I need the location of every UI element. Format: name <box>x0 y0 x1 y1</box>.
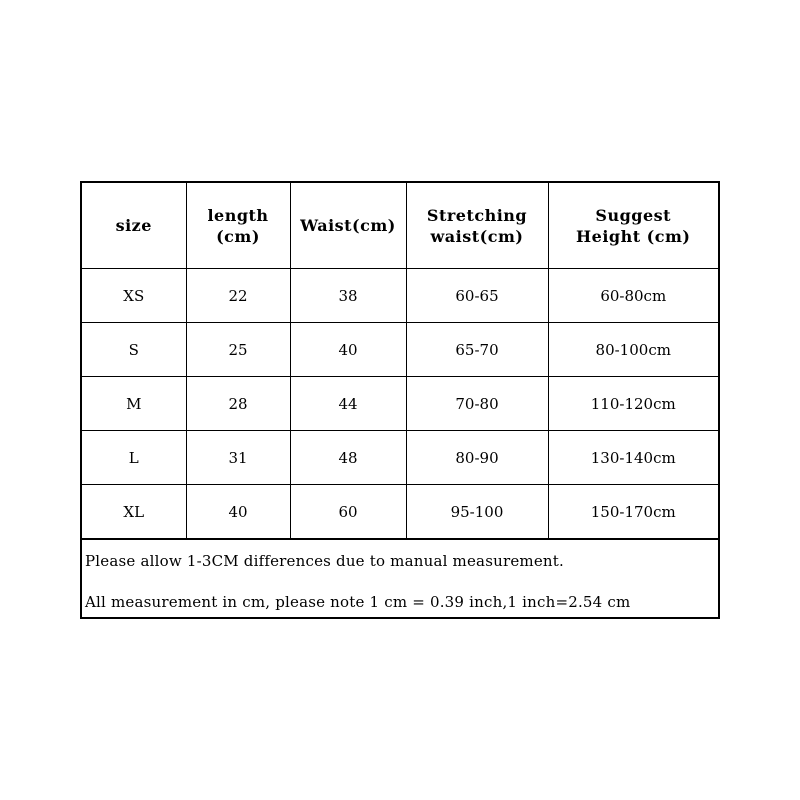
header-waist-text: Waist(cm) <box>300 216 396 235</box>
table-row <box>82 485 718 539</box>
cell-stretching-waist: 70-80 <box>406 377 548 431</box>
cell-waist: 44 <box>290 377 406 431</box>
header-stretching-line-2: waist(cm) <box>430 226 524 246</box>
cell-suggest-height: 60-80cm <box>548 269 718 323</box>
cell-waist: 38 <box>290 269 406 323</box>
cell-suggest-height: 110-120cm <box>548 377 718 431</box>
header-waist <box>290 183 406 269</box>
note-differences: Please allow 1-3CM differences due to manual measurement. <box>85 552 564 570</box>
size-chart <box>80 181 720 619</box>
header-length-line-2: (cm) <box>216 226 260 246</box>
header-length <box>186 183 290 269</box>
cell-suggest-height: 130-140cm <box>548 431 718 485</box>
cell-size: L <box>82 431 186 485</box>
cell-length: 25 <box>186 323 290 377</box>
cell-waist: 40 <box>290 323 406 377</box>
cell-stretching-waist: 95-100 <box>406 485 548 539</box>
header-height-line-2: Height (cm) <box>576 226 691 246</box>
cell-size: M <box>82 377 186 431</box>
header-length-line-1: length <box>207 205 269 225</box>
cell-suggest-height: 80-100cm <box>548 323 718 377</box>
note-conversion: All measurement in cm, please note 1 cm = 0.39 inch,1 inch=2.54 cm <box>85 593 631 611</box>
header-suggest-height <box>548 183 718 269</box>
header-size <box>82 183 186 269</box>
cell-length: 22 <box>186 269 290 323</box>
header-row <box>82 183 718 269</box>
cell-stretching-waist: 60-65 <box>406 269 548 323</box>
header-stretching-line-1: Stretching <box>426 205 528 225</box>
measurement-notes <box>82 539 718 618</box>
cell-length: 31 <box>186 431 290 485</box>
cell-stretching-waist: 65-70 <box>406 323 548 377</box>
cell-size: S <box>82 323 186 377</box>
cell-stretching-waist: 80-90 <box>406 431 548 485</box>
header-stretching-waist <box>406 183 548 269</box>
cell-waist: 48 <box>290 431 406 485</box>
cell-waist: 60 <box>290 485 406 539</box>
table-row <box>82 431 718 485</box>
cell-size: XL <box>82 485 186 539</box>
header-size-text: size <box>115 216 152 235</box>
size-table <box>82 183 718 539</box>
cell-length: 28 <box>186 377 290 431</box>
table-row <box>82 323 718 377</box>
cell-length: 40 <box>186 485 290 539</box>
table-row <box>82 269 718 323</box>
table-row <box>82 377 718 431</box>
cell-size: XS <box>82 269 186 323</box>
cell-suggest-height: 150-170cm <box>548 485 718 539</box>
header-height-line-1: Suggest <box>595 205 672 225</box>
